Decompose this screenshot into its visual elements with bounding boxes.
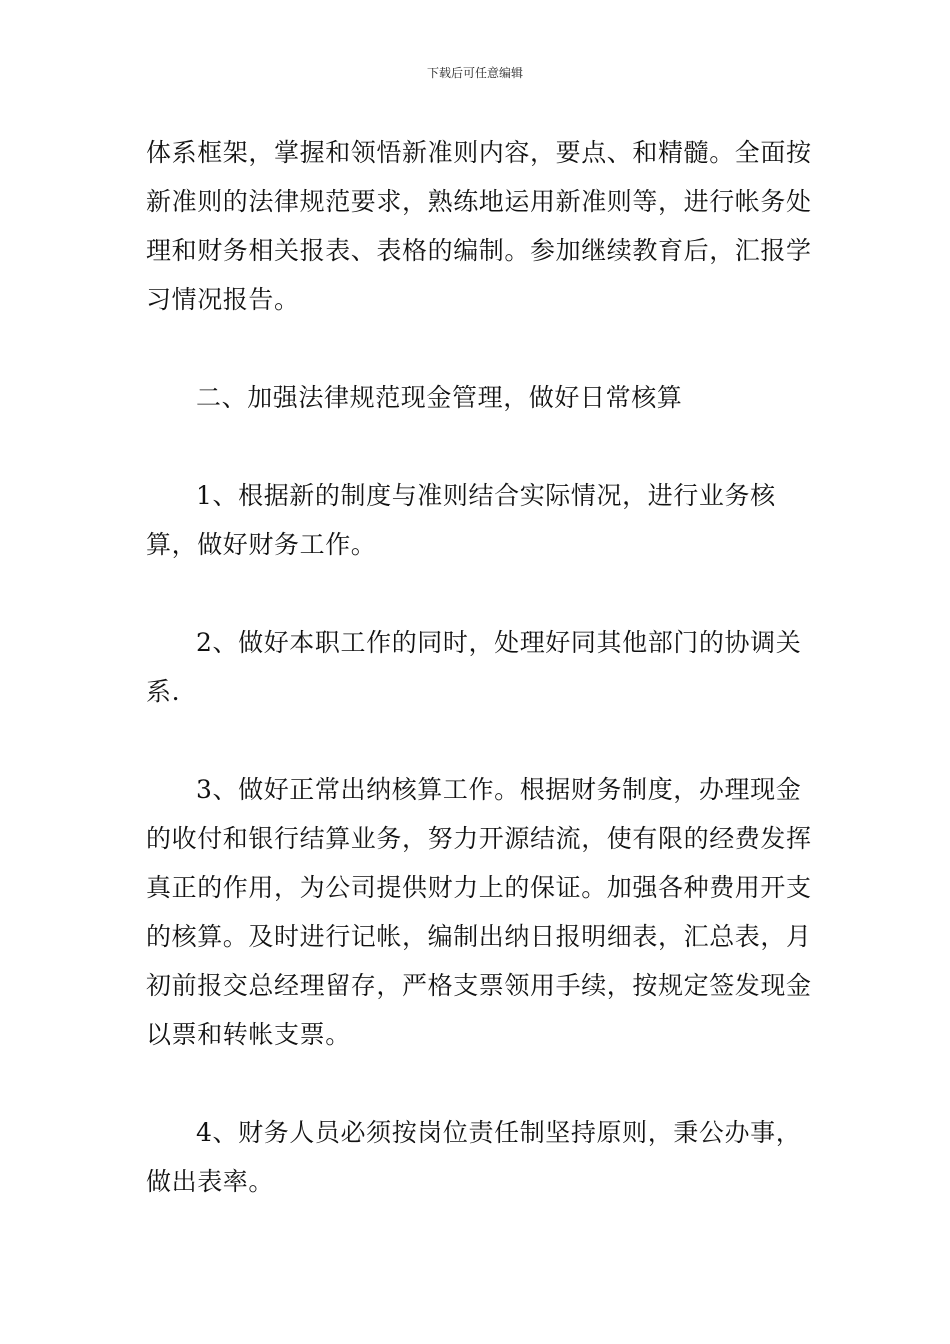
paragraph-item-3: 3、做好正常出纳核算工作。根据财务制度，办理现金的收付和银行结算业务，努力开源结流，使有限的经费发挥真正的作用，为公司提供财力上的保证。加强各种费用开支的核算。及时进行记帐，编制出纳日报明细表，汇总表，月初前报交总经理留存，严格支票领用手续，按规定签发现金以票和转帐支票。 [146, 775, 812, 1049]
page-header: 下载后可任意编辑 [426, 66, 523, 80]
paragraph-item-1: 1、根据新的制度与准则结合实际情况，进行业务核算，做好财务工作。 [146, 481, 776, 559]
section-heading: 二、加强法律规范现金管理，做好日常核算 [196, 383, 683, 412]
document-body [146, 128, 816, 1206]
paragraph-continuation: 体系框架，掌握和领悟新准则内容，要点、和精髓。全面按新准则的法律规范要求，熟练地运用新准则等，进行帐务处理和财务相关报表、表格的编制。参加继续教育后，汇报学习情况报告。 [146, 138, 812, 314]
paragraph-item-2: 2、做好本职工作的同时，处理好同其他部门的协调关系. [146, 628, 802, 706]
paragraph-item-4: 4、财务人员必须按岗位责任制坚持原则，秉公办事，做出表率。 [146, 1118, 802, 1196]
